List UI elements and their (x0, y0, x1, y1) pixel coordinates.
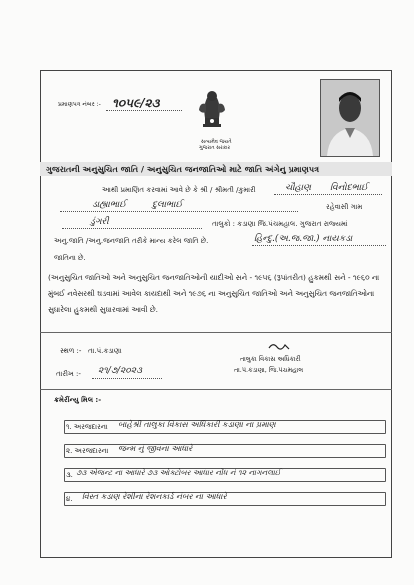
serial-number: ૧૦૫૯/૨૩ (112, 96, 160, 110)
father-name-underline (60, 211, 298, 212)
lion-capital-emblem-icon (191, 84, 233, 138)
section-divider-2 (40, 389, 392, 390)
name-surname-hand: ચૌહાણ (285, 183, 311, 193)
serial-underline (106, 110, 182, 111)
place-value: તા.પં.કડાણા (88, 347, 122, 355)
applicant-photo (320, 79, 380, 157)
reference-2-hand: જન્મ નું જીવના આધારે (118, 444, 193, 453)
date-underline (92, 378, 162, 379)
reference-1-hand: બાહેશ્રી તાલુકા વિકાસ અધિકારી કડાણા ના પ્રમાણ (118, 420, 276, 429)
father-name-hand: ડાહ્યાભાઈ (92, 200, 127, 210)
name-first-hand: વિનોદભાઈ (330, 183, 368, 193)
place-label: સ્થળ :- (60, 347, 82, 355)
caste-hand: હિન્દુ.(અ.જ.જા.) નાયકડા (254, 234, 353, 244)
reference-4-number: ૪. (66, 495, 73, 503)
village-hand: ડુંગરી (90, 217, 109, 227)
date-value-hand: ૨૧/૭/૨૦૨૩ (98, 366, 142, 376)
reference-box-2 (64, 444, 386, 458)
emblem-caption-2: ગુજરાત સરકાર (199, 145, 231, 151)
signature-mark-icon (268, 341, 290, 351)
certify-text: આથી પ્રમાણિત કરવામાં આવે છે કે શ્રી / શ્રીમતી /કુમારી (102, 186, 256, 194)
signatory-office: તા.પં.કડાણા, જિ.પંચમહાલ (234, 366, 304, 374)
village-underline (62, 228, 202, 229)
caste-recognition-text: અનુ.જાતિ /અનુ.જનજાતિ તરીકે માન્ય કરેલ જાતિ છે. (54, 237, 209, 245)
reference-2-number: ૨. અરજદારના (66, 447, 109, 455)
references-label: ક્રમેરીંન્યુ મિલ :- (54, 396, 102, 404)
reference-4-hand: વિસ્ત કડાણ રેશીના રેશનકાર્ડ નંબર ના આધારે (82, 492, 227, 501)
section-divider-1 (40, 332, 392, 333)
certificate-heading: ગુજરાતની અનુસુચિત જાતિ / અનુસુચિત જનજાતિઓ માટે જાતિ અંગેનુ પ્રમાણપત્ર (40, 162, 392, 176)
reference-1-number: ૧. અરજદારના (66, 423, 108, 431)
caste-underline (252, 245, 386, 246)
date-label: તારીખ :- (56, 370, 81, 378)
reference-3-number: ૩. (66, 471, 73, 479)
taluka-text: તાલુકો : કડાણા જિ.પંચમહાલ. ગુજરાત રાજ્યમાં (212, 220, 348, 228)
emblem-caption-1: સત્યમેવ જયતે (201, 139, 232, 145)
serial-label: પ્રમાણપત્ર નંબર :- (58, 101, 101, 108)
grandfather-name-hand: દુલાભાઈ (152, 200, 183, 210)
resident-village-label: રહેવાસી ગામ (326, 203, 363, 211)
person-photo-icon (321, 80, 379, 156)
caste-suffix-text: જાતિના છે. (54, 254, 86, 262)
reference-3-hand: ૭૩ એજન્ટ ના આધારે ૭૩ ઓક્ટોબર આધાર નોંધ નં ૧૨ નાગનલાઈ (76, 468, 281, 477)
signatory-title: તાલુકા વિકાસ અધિકારી (240, 355, 301, 363)
legal-paragraph: (અનુસુચિત જાતિઓ અને અનુસુચિત જનજાતિઓની યાદીઓ સને - ૧૯૫૬ (રૂપાંતરીત) હુકમથી સને - ૧૯૬૦ ના મુંબઈ નવેસરથી ઘડવામાં આવેલ કાયદાથી અને ૧૯૭૬ ના અનુસુચિત જાતિઓ અને અનુસુચિત જનજાતિઓના સુધારેલા હુકમથી સુધારવામાં આવી છે. (48, 273, 380, 314)
name-underline (274, 194, 382, 195)
